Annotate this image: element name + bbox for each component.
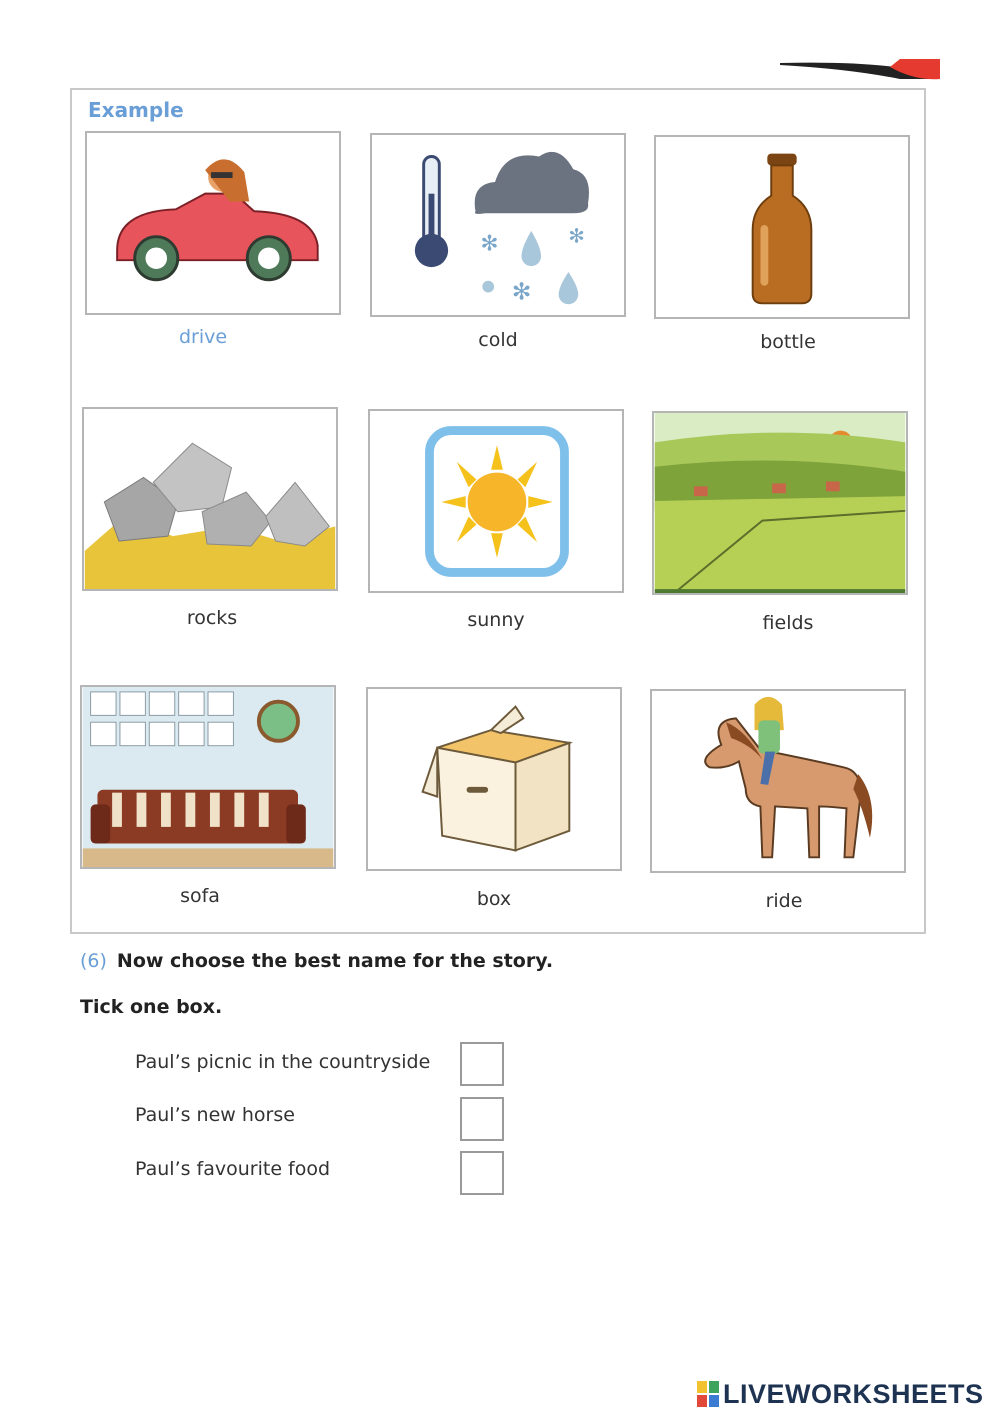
card-word-box: box xyxy=(476,888,512,910)
sun-icon xyxy=(370,411,622,591)
box-icon xyxy=(368,689,620,869)
card-word-ride: ride xyxy=(765,890,803,912)
picture-card-bottle xyxy=(654,135,910,319)
picture-card-rocks xyxy=(82,407,338,591)
instruction: Tick one box. xyxy=(80,996,223,1018)
bottle-icon xyxy=(656,137,908,317)
picture-card-fields xyxy=(652,411,908,595)
svg-text:✻: ✻ xyxy=(568,224,585,248)
question-text: Now choose the best name for the story. xyxy=(116,950,554,972)
card-word-bottle: bottle xyxy=(760,331,816,353)
page-corner-decoration xyxy=(740,55,940,85)
car-icon xyxy=(87,133,339,313)
picture-card-box xyxy=(366,687,622,871)
option-label-1: Paul’s picnic in the countryside xyxy=(135,1051,431,1073)
card-word-rocks: rocks xyxy=(186,607,238,629)
card-word-cold: cold xyxy=(478,329,518,351)
sofa-icon xyxy=(82,687,334,867)
liveworksheets-logo-icon xyxy=(697,1381,719,1407)
picture-card-drive xyxy=(85,131,341,315)
fields-icon xyxy=(654,413,906,593)
tick-box-1[interactable] xyxy=(460,1042,504,1086)
cold-weather-icon xyxy=(372,135,624,315)
picture-card-ride xyxy=(650,689,906,873)
option-label-3: Paul’s favourite food xyxy=(135,1158,331,1180)
question-number: (6) xyxy=(80,950,107,972)
card-word-fields: fields xyxy=(762,612,814,634)
svg-text:✻: ✻ xyxy=(480,231,499,257)
liveworksheets-logo xyxy=(697,1378,984,1410)
picture-card-sofa xyxy=(80,685,336,869)
horse-rider-icon xyxy=(652,691,904,871)
picture-card-cold xyxy=(370,133,626,317)
option-label-2: Paul’s new horse xyxy=(135,1104,295,1126)
brand-text: LIVEWORKSHEETS xyxy=(723,1378,984,1409)
card-word-sofa: sofa xyxy=(180,885,220,907)
card-word-sunny: sunny xyxy=(467,609,525,631)
question xyxy=(80,950,553,972)
tick-box-2[interactable] xyxy=(460,1097,504,1141)
svg-text:✻: ✻ xyxy=(511,277,532,306)
example-label: Example xyxy=(88,98,184,122)
tick-box-3[interactable] xyxy=(460,1151,504,1195)
rocks-icon xyxy=(84,409,336,589)
card-word-drive: drive xyxy=(178,326,228,348)
picture-card-sunny xyxy=(368,409,624,593)
